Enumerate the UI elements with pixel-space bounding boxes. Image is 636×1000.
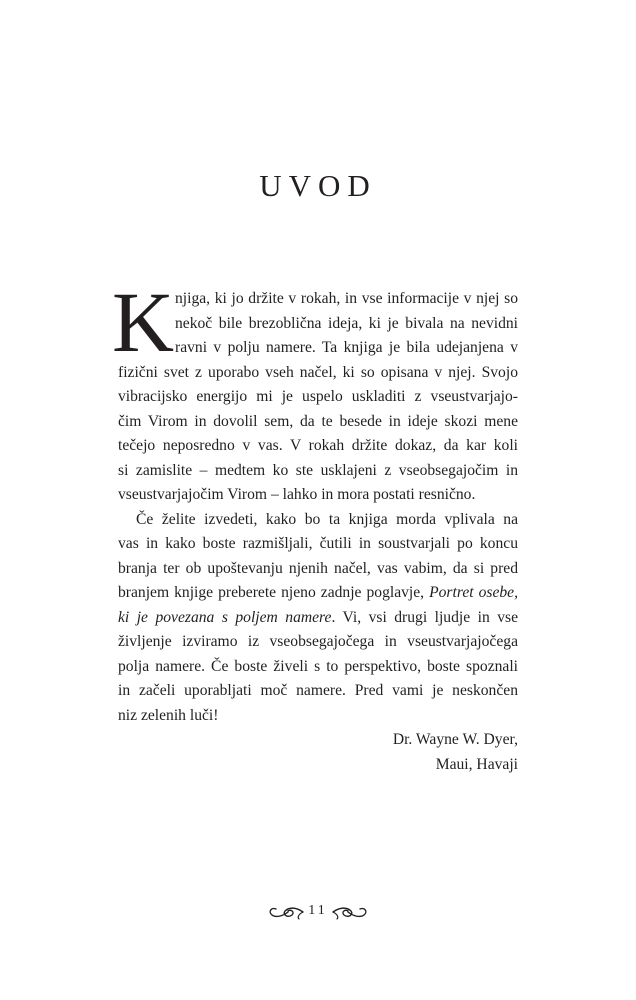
text-line: Če želite izvedeti, kako bo ta knjiga morda vplivala na [136,510,518,528]
text-line: njiga, ki jo držite v rokah, in vse informacije v njej so [175,290,518,307]
text-line: vseustvarjajočim Virom – lahko in mora postati resnično. [118,486,476,503]
text-run: branjem knjige preberete njeno zadnje poglavje, [118,584,425,601]
text-line: nekoč bile brezoblična ideja, ki je bivala na nevidni [175,314,518,332]
book-chapter-reference: ki je povezana s poljem namere [118,608,332,626]
text-line: tečejo neposredno v vas. V rokah držite dokaz, da kar koli [118,437,518,454]
text-line: branja ter ob upoštevanju njenih načel, vas vabim, da si pred [118,559,518,577]
book-chapter-reference: Portret osebe, [429,584,518,601]
text-line: ravni v polju namere. Ta knjiga je bila udejanjena v [175,339,518,356]
paragraph [118,508,518,729]
text-line [118,581,518,606]
drop-cap: K [112,274,175,370]
text-line: življenje izviramo iz vseobsegajočega in vseustvarjajočega [118,633,518,650]
page-number: 11 [308,903,328,918]
text-line: vas in kako boste razmišljali, čutili in soustvarjali po koncu [118,535,518,552]
text-line: niz zelenih luči! [118,706,219,724]
paragraph [118,287,518,508]
text-line: fizični svet z uporabo vseh načel, ki so opisana v njej. Svojo [118,363,518,381]
signature [118,728,518,777]
text-line: in začeli uporabljati moč namere. Pred vami je neskončen [118,682,518,699]
chapter-title: UVOD [259,168,377,203]
text-line [118,606,518,631]
author-name: Dr. Wayne W. Dyer, [392,731,518,748]
author-place: Maui, Havaji [435,755,518,773]
text-line: čim Virom in dovolil sem, da te besede in ideje skozi mene [118,412,518,430]
text-line: si zamislite – medtem ko ste usklajeni z vseobsegajočim in [118,461,518,479]
body-text [112,274,519,777]
text-run: . Vi, vsi drugi ljudje in vse [331,608,519,626]
text-line: polja namere. Če boste živeli s to perspektivo, boste spoznali [118,657,518,675]
text-line: vibracijsko energijo mi je uspelo uskladiti z vseustvarjajo- [118,388,518,405]
